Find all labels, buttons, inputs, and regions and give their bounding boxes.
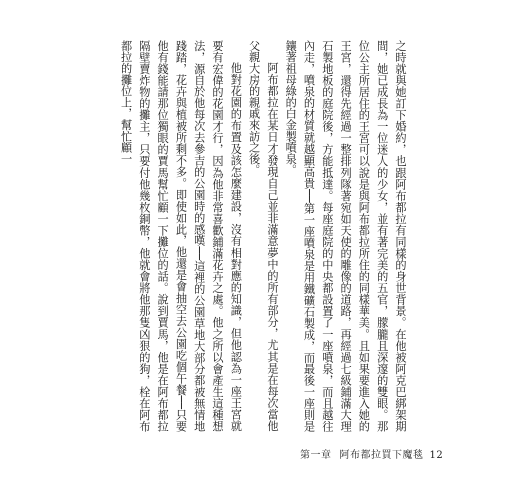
running-head <box>300 446 444 461</box>
body-text <box>113 40 409 432</box>
chapter-label: 第一章 <box>300 450 332 461</box>
paragraph-3: 他對花園的布置及該怎麼建設，沒有相對應的知識，但他認為一座王宮就要有宏偉的花園才行，因為他非常喜歡鋪滿花卉之處。他之所以會產生這種想法，源自於他每次去參吉的公園時的感嘆──這裡的公園草地大部分都被無情地踐踏，花卉與植被所剩不多。即使如此，他還是會抽空去公園吃個午餐──只要他有錢能請那位獨眼的賈馬幫忙顧一下攤位的話。說到賈馬，他是在阿布都拉隔壁賣炸物的攤主，只要付他幾枚銅幣，他就會將他那隻凶狠的狗，栓在阿布都拉的攤位上，幫忙顧一 <box>119 40 243 432</box>
paragraph-2: 阿布都拉在某日才發現自己並非滿意夢中的所有部分，尤其是在每次當他父親大房的親戚來訪之後。 <box>247 40 279 432</box>
page-number: 12 <box>429 450 444 461</box>
paragraph-1: 之時就與她訂下婚約，也跟阿布都拉有同樣的身世背景。在他被阿克巴綁架期間，她已成長為一位迷人的少女，並有著完美的五官，朦朧且深邃的雙眼。那位公主所居住的王宮可以說是與阿布都拉所住的同樣華美。且如果要進入她的王宮，還得先經過一整排列隊著宛如天使的雕像的道路，再經過七級鋪滿大理石製地板的庭院後，方能抵達。每座庭院的中央都設置了一座噴泉，而且越往內走，噴泉的材質就越顯高貴──第一座噴泉是用鐵礦石製成，而最後一座則是鑲著祖母綠的白金製噴泉。 <box>284 40 407 432</box>
chapter-title: 阿布都拉買下魔毯 <box>339 450 424 461</box>
